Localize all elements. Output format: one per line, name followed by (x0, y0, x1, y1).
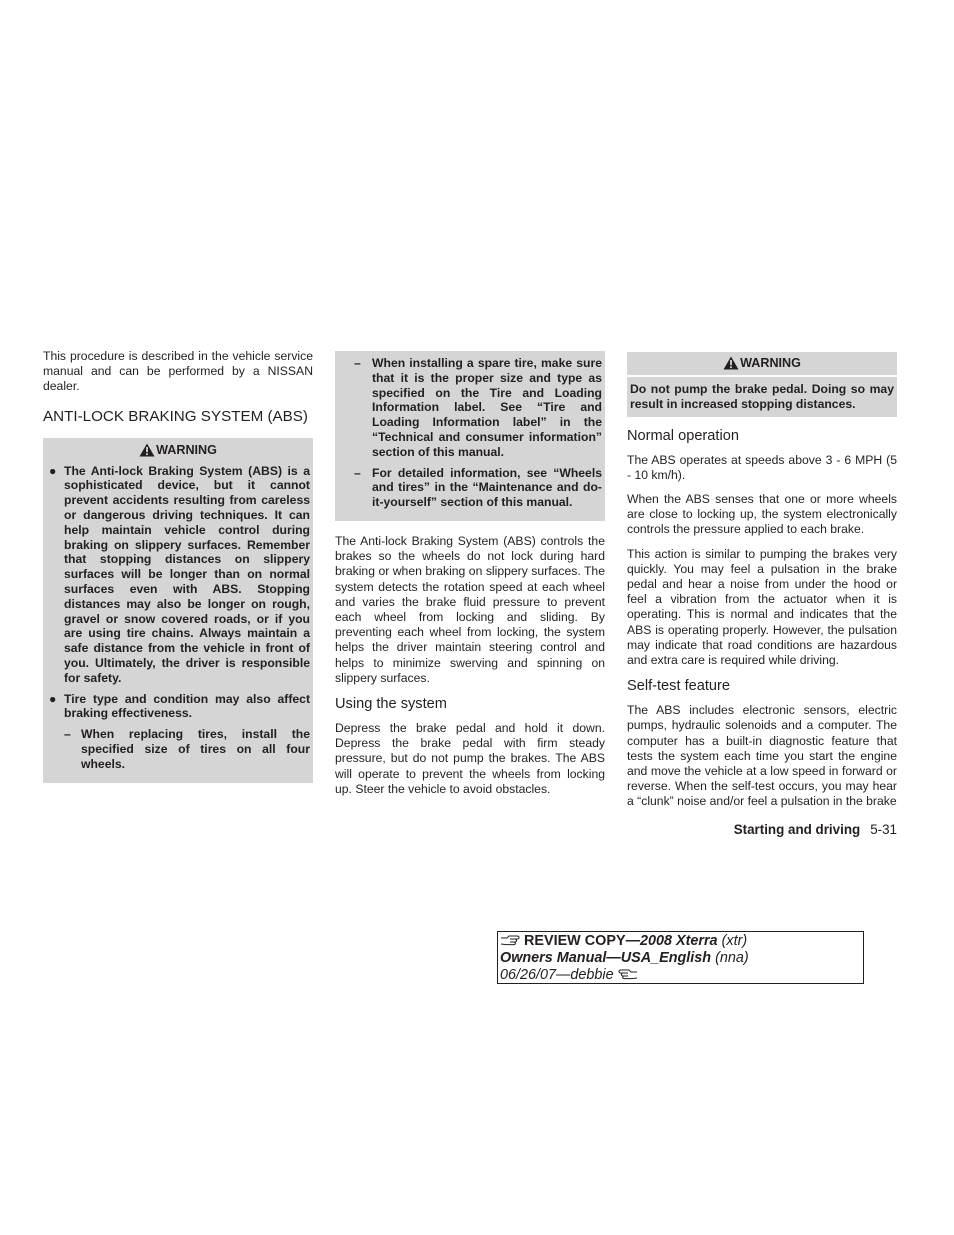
footer-section-name: Starting and driving (733, 822, 861, 837)
column-right (627, 352, 897, 810)
review-date: 06/26/07—debbie (500, 967, 614, 983)
bullet-icon: ● (49, 691, 57, 706)
warning-box-abs (43, 438, 313, 783)
review-manual: Owners Manual—USA_English (500, 950, 712, 966)
abs-description: The Anti-lock Braking System (ABS) controls the brakes so the wheels do not lock during hard braking or when braking on slippery surfaces. The system detects the rotation speed at each wheel and varies the brake fluid pressure to prevent each wheel from locking and sliding. By preventing each wheel from locking, the system helps the driver maintain steering control and helps to minimize swerving and spinning on slippery surfaces. (335, 533, 605, 685)
review-copy-box (497, 931, 864, 984)
review-model: 2008 Xterra (639, 933, 718, 949)
page-footer (627, 822, 897, 837)
warning-triangle-icon (139, 443, 155, 457)
review-line-3 (500, 967, 863, 984)
warning-dash-item (354, 466, 602, 510)
warning-header (627, 352, 897, 377)
using-paragraph: Depress the brake pedal and hold it down. Depress the brake pedal with firm steady pressure, but do not pump the brakes. The ABS will operate to prevent the wheels from locking up. Steer the vehicle to avoid obstacles. (335, 721, 605, 796)
warning-bullets (46, 464, 310, 772)
warning-body (630, 382, 894, 412)
subsection-title-self-test: Self-test feature (627, 678, 731, 695)
warning-dash-text: When replacing tires, install the specified size of tires on all four wheels. (81, 727, 310, 771)
warning-label: WARNING (156, 442, 217, 457)
review-manual-code: (nna) (715, 950, 749, 966)
warning-box-continued (335, 351, 605, 521)
review-line-2 (500, 950, 863, 967)
dash-icon: – (354, 465, 361, 480)
warning-dash-text: When installing a spare tire, make sure that it is the proper size and type as specified on the Tire and Loading Information label. See “Tire and Loading Information label” in the “Technical and consumer information” section of this manual. (372, 356, 602, 459)
warning-triangle-icon (723, 356, 739, 370)
warning-bullet-text: Tire type and condition may also affect braking effectiveness. (64, 691, 310, 721)
warning-bullet (46, 692, 310, 772)
intro-paragraph: This procedure is described in the vehicle service manual and can be performed by a NISSAN dealer. (43, 349, 313, 394)
review-dash: — (625, 933, 640, 949)
bullet-icon: ● (49, 463, 57, 478)
warning-header (46, 442, 310, 458)
self-test-paragraph: The ABS includes electronic sensors, electric pumps, hydraulic solenoids and a computer. The computer has a built-in diagnostic feature that tests the system each time you start the engine and move the vehicle at a low speed in forward or reverse. When the self-test occurs, you may hear a “clunk” noise and/or feel a pulsation in the brake (627, 703, 897, 809)
warning-dash-item (64, 727, 310, 771)
warning-dash-text: For detailed information, see “Wheels and tires” in the “Maintenance and do-it-yourself” section of this manual. (372, 465, 602, 510)
column-left (43, 349, 313, 796)
normal-paragraph: The ABS operates at speeds above 3 - 6 MPH (5 - 10 km/h). (627, 452, 897, 482)
warning-bullet (46, 464, 310, 686)
section-title: ANTI-LOCK BRAKING SYSTEM (ABS) (43, 407, 308, 425)
subsection-title-normal: Normal operation (627, 427, 739, 444)
review-line-1 (500, 933, 863, 950)
warning-dash-list (338, 356, 602, 510)
warning-body (46, 464, 310, 772)
warning-body-continued (338, 356, 602, 510)
review-label: REVIEW COPY (524, 933, 626, 949)
subsection-title-using: Using the system (335, 696, 447, 712)
warning-box-pump (627, 352, 897, 417)
warning-dash-list (64, 727, 310, 771)
pointing-hand-right-icon (500, 934, 520, 946)
review-model-code: (xtr) (721, 933, 748, 949)
warning-text: Do not pump the brake pedal. Doing so may result in increased stopping distances. (630, 382, 894, 411)
column-middle (335, 351, 605, 806)
warning-dash-item (354, 356, 602, 460)
dash-icon: – (64, 727, 71, 742)
normal-paragraph: When the ABS senses that one or more wheels are close to locking up, the system electronically controls the pressure applied to each brake. (627, 492, 897, 537)
dash-icon: – (354, 356, 361, 370)
page-number: 5-31 (870, 822, 897, 837)
pointing-hand-left-icon (618, 968, 638, 980)
warning-label: WARNING (740, 356, 801, 370)
normal-paragraph: This action is similar to pumping the brakes very quickly. You may feel a pulsation in the brake pedal and hear a noise from under the hood or feel a vibration from the actuator when it is operating. This is normal and indicates that the ABS is operating properly. However, the pulsation may indicate that road conditions are hazardous and extra care is required while driving. (627, 546, 897, 668)
warning-bullet-text: The Anti-lock Braking System (ABS) is a sophisticated device, but it cannot prevent accidents resulting from careless or dangerous driving techniques. It can help maintain vehicle control during braking on slippery surfaces. Remember that stopping distances on slippery surfaces will be longer than on normal surfaces even with ABS. Stopping distances may also be longer on rough, gravel or snow covered roads, or if you are using tire chains. Always maintain a safe distance from the vehicle in front of you. Ultimately, the driver is responsible for safety. (64, 463, 310, 685)
